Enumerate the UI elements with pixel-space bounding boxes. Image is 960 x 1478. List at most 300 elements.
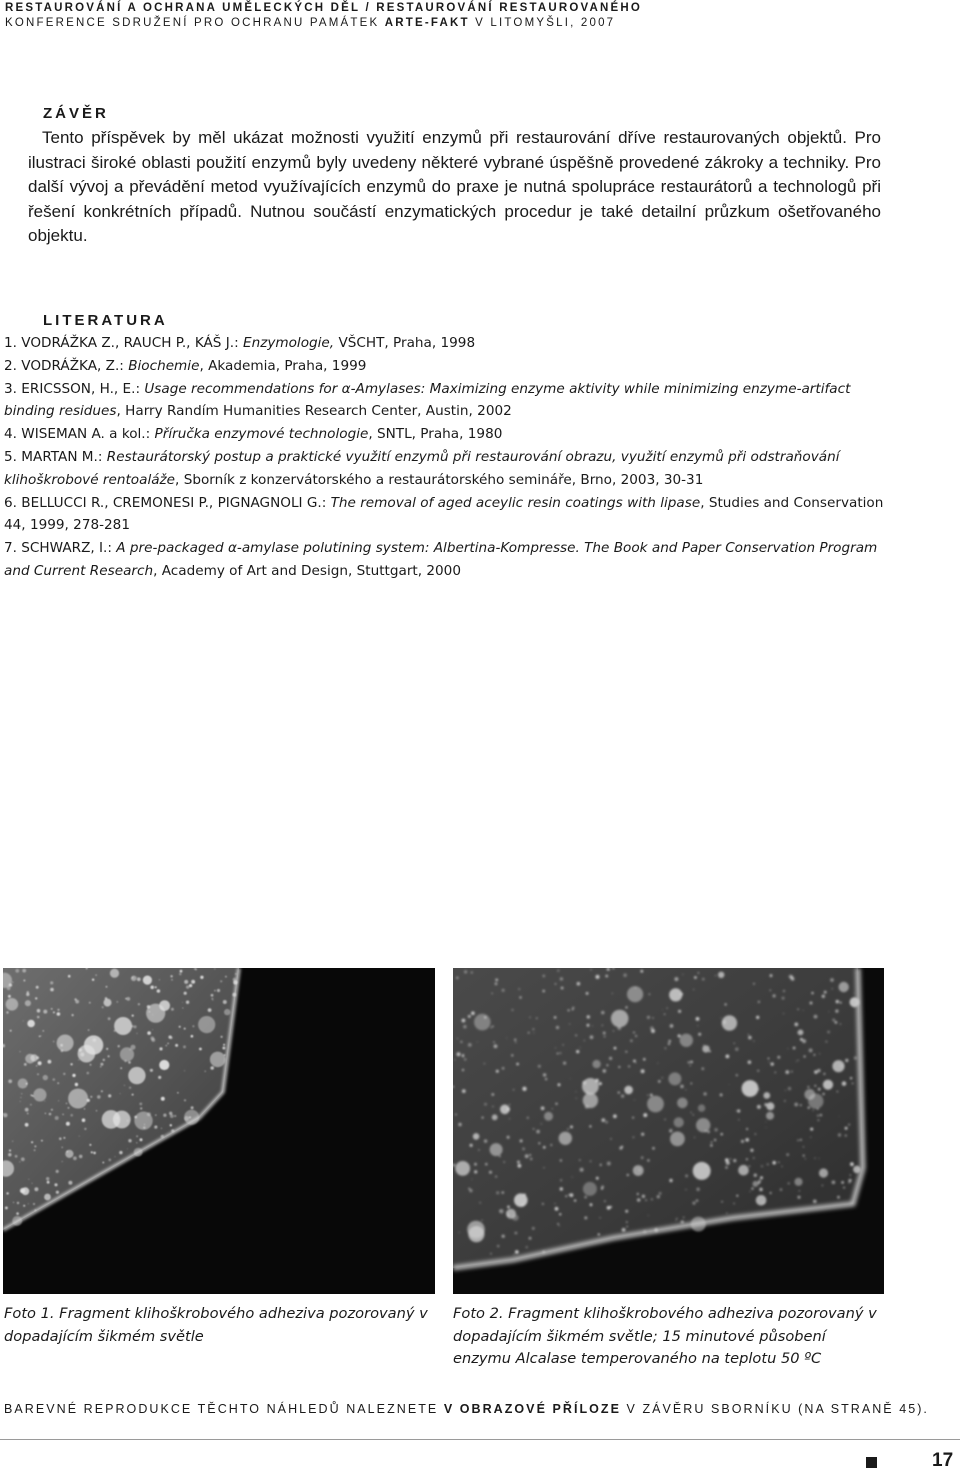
speck [56,1170,59,1173]
speck [803,1146,804,1147]
photo-1-caption [4,1303,434,1348]
speck [748,1034,750,1036]
speck [235,973,236,974]
speck [58,1100,59,1101]
speck [536,1017,538,1019]
speck [474,1170,477,1173]
speck [595,1079,599,1083]
running-header-title: RESTAUROVÁNÍ A OCHRANA UMĚLECKÝCH DĚL / RESTAUROVÁNÍ RESTAUROVANÉHO [5,2,643,14]
speck [612,993,613,994]
speck [722,1020,726,1024]
speck [484,1063,486,1065]
speck [690,1112,691,1113]
speck [57,1035,74,1052]
speck [761,1165,763,1167]
speck [652,1147,655,1150]
reference-item [4,378,884,424]
speck [214,968,215,969]
speck [831,988,833,990]
speck [96,975,97,976]
speck [128,1067,145,1084]
speck [97,1095,101,1099]
speck [745,1138,749,1142]
speck [152,1029,153,1030]
speck [648,1215,649,1216]
speck [690,1065,691,1066]
speck [766,1102,774,1110]
speck [89,1002,91,1004]
speck [814,1158,815,1159]
speck [127,1149,128,1150]
speck [636,1063,637,1064]
speck [590,1035,594,1039]
speck [641,1133,644,1136]
speck [780,1188,783,1191]
speck [79,1155,83,1159]
speck [584,1196,587,1199]
speck [666,1007,667,1008]
speck [506,1212,508,1214]
speck [133,1025,136,1028]
speck [558,1225,560,1227]
speck [468,1043,472,1047]
speck [606,1064,608,1066]
speck [25,1000,31,1006]
speck [136,1135,138,1137]
speck [511,1054,513,1056]
speck [12,1216,22,1226]
speck [195,968,197,970]
speck [132,1015,134,1017]
speck [690,1061,693,1064]
speck [584,1216,587,1219]
speck [693,989,694,990]
speck [837,1196,840,1199]
speck [543,1167,544,1168]
speck [783,990,785,992]
speck [676,1220,677,1221]
speck [605,975,608,978]
speck [544,1112,553,1121]
speck [555,1047,556,1048]
speck [184,1099,186,1101]
speck [618,1066,620,1068]
speck [491,1027,492,1028]
speck [852,1083,854,1085]
speck [489,1171,492,1174]
speck [136,1142,137,1143]
speck [528,1032,530,1034]
speck [512,1214,518,1220]
speck [88,1029,89,1030]
speck [89,1144,91,1146]
speck [583,1093,598,1108]
speck [140,1138,143,1141]
speck [51,1109,53,1111]
running-header-subtitle [5,17,615,29]
speck [30,1104,32,1106]
speck [736,1110,737,1111]
speck [516,1063,519,1066]
speck [191,1035,194,1038]
speck [603,1032,606,1035]
speck [647,1159,650,1162]
speck [68,1107,70,1109]
speck [17,1202,19,1204]
speck [223,1000,227,1004]
speck [643,1230,646,1233]
speck [522,1087,526,1091]
speck [232,993,236,997]
speck [754,1088,756,1090]
speck [822,995,825,998]
speck [676,1218,678,1220]
speck [507,1206,510,1209]
speck [189,1116,191,1118]
speck [138,1003,140,1005]
speck [502,1067,505,1070]
speck [491,1093,494,1096]
speck [580,1047,581,1048]
speck [38,1061,42,1065]
speck [647,1016,650,1019]
speck [542,1251,545,1254]
speck [696,1017,700,1021]
speck [482,1117,484,1119]
speck [611,1010,629,1028]
speck [15,1155,18,1158]
speck [736,1074,738,1076]
speck [657,1063,658,1064]
speck [72,1014,74,1016]
speck [558,1083,561,1086]
photo-1-image [3,968,435,1294]
speck [211,994,214,997]
speck [625,1051,627,1053]
speck [496,1070,499,1073]
speck [459,1232,460,1233]
speck [541,1123,542,1124]
speck [159,979,160,980]
speck [726,1161,730,1165]
speck [147,1031,151,1035]
speck [767,1163,769,1165]
speck [13,1202,14,1203]
speck [822,1093,824,1095]
reference-publisher: , Akademia, Praha, 1999 [199,357,367,374]
photo-1-caption-text: Foto 1. Fragment klihoškrobového adheziva pozorovaný v dopadajícím šikmém světle [4,1305,428,1345]
speck [839,1116,840,1117]
speck [819,1158,820,1159]
speck [84,1128,86,1130]
speck [765,1121,766,1122]
speck [669,1179,672,1182]
speck [736,1195,738,1197]
speck [54,1183,57,1186]
reference-authors: 2. VODRÁŽKA, Z.: [4,357,129,374]
speck [496,1191,499,1194]
speck [714,1128,718,1132]
speck [171,979,173,981]
speck [53,1078,56,1081]
speck [696,1199,699,1202]
speck [522,1147,525,1150]
speck [714,1139,716,1141]
speck [718,972,724,978]
speck [800,1104,802,1106]
speck [545,1078,547,1080]
reference-title: The removal of aged aceylic resin coatings with lipase [330,494,701,511]
reference-publisher: , Sborník z konzervátorského a restaurátorského semináře, Brno, 2003, 30-31 [175,471,704,488]
speck [570,1193,574,1197]
speck [79,1136,80,1137]
speck [9,1150,11,1152]
speck [683,1217,684,1218]
speck [633,1032,635,1034]
speck [21,1157,25,1161]
speck [210,1052,226,1068]
speck [460,1041,462,1043]
speck [746,1128,748,1130]
speck [827,1031,830,1034]
speck [126,997,130,1001]
speck [507,1214,509,1216]
speck [506,1038,507,1039]
speck [709,1050,711,1052]
speck [225,976,227,978]
speck [473,1133,480,1140]
speck [658,1080,661,1083]
speck [807,1086,809,1088]
speck [770,1192,772,1194]
speck [832,1181,836,1185]
speck [818,1119,820,1121]
speck [184,1028,186,1030]
speck [601,1118,605,1122]
speck [163,1114,166,1117]
speck [832,1019,835,1022]
speck [175,1044,178,1047]
speck [87,1099,90,1102]
speck [22,1187,30,1195]
speck [37,1009,41,1013]
speck [570,1078,571,1079]
speck [143,976,152,985]
speck [59,1137,62,1140]
speck [479,1202,481,1204]
speck [66,1151,68,1153]
speck [171,1129,174,1132]
speck [572,1177,573,1178]
speck [8,995,11,998]
reference-authors: 1. VODRÁŽKA Z., RAUCH P., KÁŠ J.: [4,335,243,351]
speck [680,1085,684,1089]
speck [570,1126,573,1129]
speck [804,1055,806,1057]
speck [221,1036,223,1038]
speck [184,1070,185,1071]
conclusion-paragraph: Tento příspěvek by měl ukázat možnosti využití enzymů při restaurování dříve restaurovaných objektů. Pro ilustraci široké oblasti použití enzymů byly uvedeny některé vybrané úspěšně provedené zákroky a techniky. Pro další vývoj a převádění metod využívajících enzymů do praxe je nutná spolupráce restaurátorů a technologů při řešení konkrétních případů. Nutnou součástí enzymatických procedur je také detailní průzkum ošetřovaného objektu. [28,128,881,245]
speck [753,1157,755,1159]
speck [23,980,25,982]
speck [132,1094,134,1096]
speck [738,1165,749,1176]
speck [810,1137,811,1138]
speck [462,1069,464,1071]
speck [794,1103,798,1107]
speck [665,1119,666,1120]
speck [43,1010,47,1014]
speck [72,1074,75,1077]
speck [530,1158,533,1161]
speck [41,1140,43,1142]
speck [457,1052,461,1056]
speck [542,1203,544,1205]
speck [751,1187,754,1190]
photo-2-adhesive-fragment [453,968,884,1294]
speck [640,970,643,973]
speck [670,1024,674,1028]
speck [561,987,564,990]
speck [642,1195,645,1198]
speck [63,1073,65,1075]
speck [596,975,600,979]
speck [500,1210,501,1211]
speck [57,1009,59,1011]
photo-2-caption [453,1303,883,1371]
reference-authors: 5. MARTAN M.: [4,448,107,465]
speck [492,1114,498,1120]
page-number: 17 [932,1450,954,1471]
speck [118,1045,120,1047]
speck [668,1043,670,1045]
speck [182,1002,183,1003]
speck [768,1058,770,1060]
speck [758,1179,761,1182]
reference-item [4,332,884,355]
speck [625,1210,628,1213]
speck [850,997,860,1007]
speck [57,1082,59,1084]
speck [108,1055,110,1057]
speck [757,1105,761,1109]
speck [696,1188,700,1192]
speck [159,1047,162,1050]
speck [114,1017,132,1035]
speck [101,1090,103,1092]
speck [140,1107,142,1109]
speck [68,975,71,978]
footer-divider [0,1439,960,1440]
speck [691,1083,693,1085]
speck [57,1012,61,1016]
speck [24,1063,27,1066]
speck [493,1041,495,1043]
speck [63,1137,65,1139]
speck [726,1213,727,1214]
speck [582,1081,586,1085]
speck [632,1117,634,1119]
speck [691,1217,706,1232]
speck [567,1128,569,1130]
reference-authors: 6. BELLUCCI R., CREMONESI P., PIGNAGNOLI G.: [4,494,331,511]
speck [850,1077,852,1079]
speck [110,969,119,978]
speck [825,1041,827,1043]
speck [584,1040,585,1041]
speck [542,990,545,993]
speck [462,1054,464,1056]
speck [735,1047,739,1051]
speck [592,1060,600,1068]
speck [559,1052,561,1054]
speck [627,1226,628,1227]
speck [670,1132,685,1147]
speck [600,1217,601,1218]
speck [170,975,172,977]
reference-item [4,423,884,446]
speck [651,1198,653,1200]
speck [685,1175,688,1178]
speck [20,1097,21,1098]
footer-square-marker [866,1457,877,1468]
speck [659,1192,662,1195]
speck [139,1103,142,1106]
speck [179,973,182,976]
reference-item [4,492,884,538]
speck [596,1177,599,1180]
speck [664,1014,665,1015]
speck [850,1162,854,1166]
speck [50,988,54,992]
speck [813,1110,814,1111]
speck [842,1081,847,1086]
speck [840,1023,841,1024]
speck [832,1060,844,1072]
speck [721,1201,722,1202]
speck [613,1030,614,1031]
speck [854,993,855,994]
speck [484,1103,487,1106]
speck [778,1162,779,1163]
speck [34,1145,36,1147]
speck [497,1245,499,1247]
speck [25,1108,29,1112]
reference-title: Usage recommendations for α-Amylases: Maximizing enzyme aktivity while minimizing enzyme-artifact binding residues [4,380,851,420]
speck [575,1034,577,1036]
speck [645,1199,647,1201]
speck [73,1156,77,1160]
speck [836,1000,839,1003]
speck [577,982,581,986]
speck [697,1025,698,1026]
speck [27,1020,35,1028]
speck [509,1118,510,1119]
speck [62,1161,63,1162]
speck [468,1188,470,1190]
speck [159,1060,169,1070]
speck [191,1106,194,1109]
speck [784,1100,785,1101]
speck [817,1115,819,1117]
speck [16,1212,19,1215]
speck [464,1058,467,1061]
speck [526,1246,528,1248]
speck [785,1070,789,1074]
speck [773,994,776,997]
speck [830,978,834,982]
speck [694,1137,695,1138]
